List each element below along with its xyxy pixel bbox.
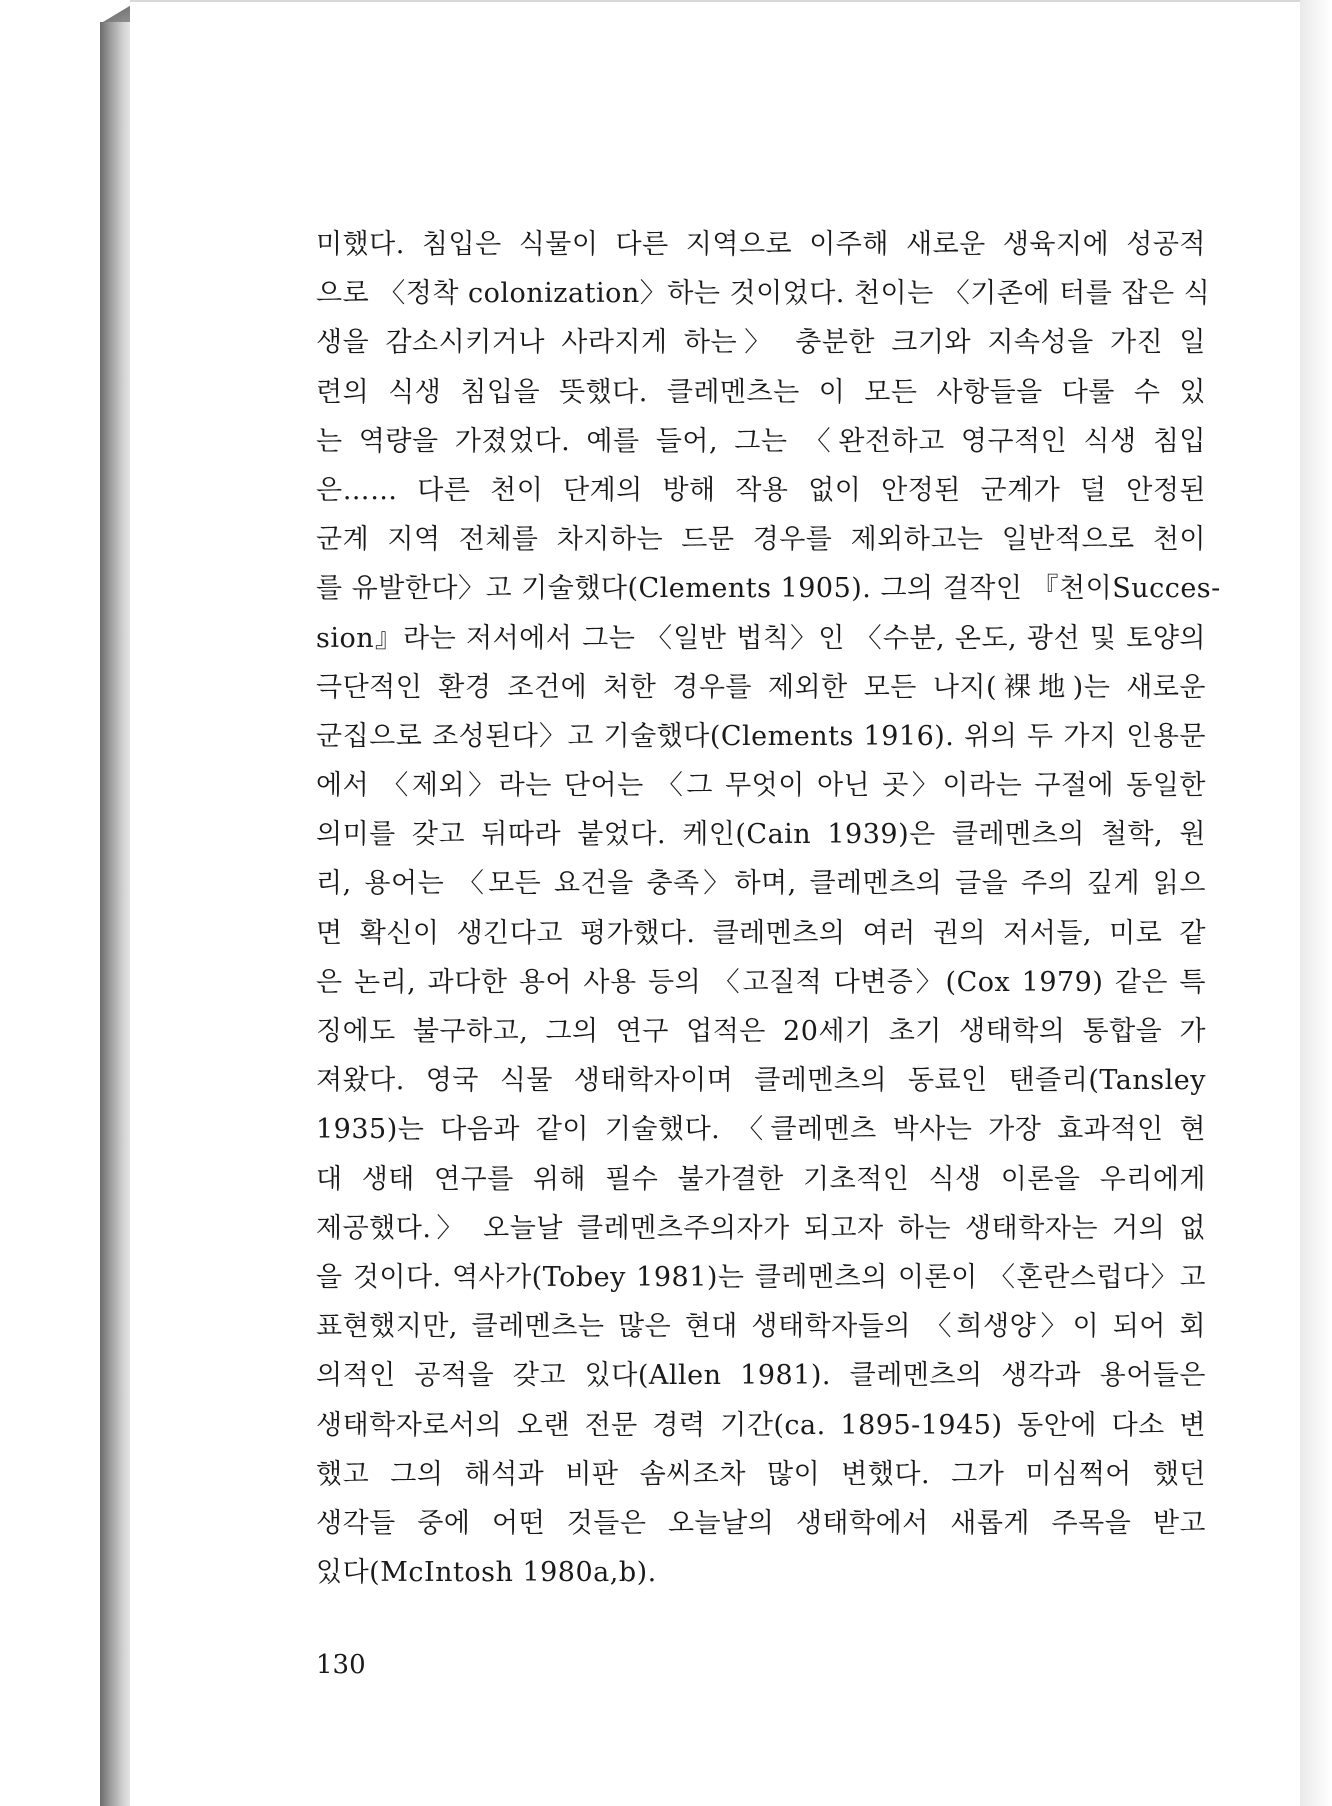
text-line: 의적인 공적을 갖고 있다(Allen 1981). 클레멘츠의 생각과 용어들은 <box>316 1360 1206 1392</box>
text-line: 져왔다. 영국 식물 생태학자이며 클레멘츠의 동료인 탠즐리(Tansley <box>316 1065 1206 1097</box>
text-line: 제공했다.〉 오늘날 클레멘츠주의자가 되고자 하는 생태학자는 거의 없 <box>316 1212 1206 1244</box>
text-line: 생각들 중에 어떤 것들은 오늘날의 생태학에서 새롭게 주목을 받고 <box>316 1507 1206 1539</box>
text-line: 리, 용어는 〈모든 요건을 충족〉하며, 클레멘츠의 글을 주의 깊게 읽으 <box>316 868 1206 900</box>
book-spine-edge <box>100 22 130 1806</box>
text-line: 했고 그의 해석과 비판 솜씨조차 많이 변했다. 그가 미심쩍어 했던 <box>316 1458 1206 1490</box>
text-line: 군계 지역 전체를 차지하는 드문 경우를 제외하고는 일반적으로 천이 <box>316 524 1206 556</box>
page-right-shadow <box>1300 0 1332 1806</box>
text-line: sion』라는 저서에서 그는 〈일반 법칙〉인 〈수분, 온도, 광선 및 토양의 <box>316 622 1206 654</box>
text-line: 생을 감소시키거나 사라지게 하는〉 충분한 크기와 지속성을 가진 일 <box>316 327 1206 359</box>
text-line: 은 논리, 과다한 용어 사용 등의 〈고질적 다변증〉(Cox 1979) 같은 특 <box>316 966 1206 998</box>
page-top-border <box>130 0 1300 2</box>
text-line: 있다(McIntosh 1980a,b). <box>316 1557 657 1589</box>
text-line: 면 확신이 생긴다고 평가했다. 클레멘츠의 여러 권의 저서들, 미로 같 <box>316 917 1206 949</box>
text-line: 표현했지만, 클레멘츠는 많은 현대 생태학자들의 〈희생양〉이 되어 회 <box>316 1311 1206 1343</box>
text-line: 군집으로 조성된다〉고 기술했다(Clements 1916). 위의 두 가지 인용문 <box>316 720 1206 752</box>
text-line: 를 유발한다〉고 기술했다(Clements 1905). 그의 걸작인 『천이Succes- <box>316 573 1221 605</box>
text-line: 1935)는 다음과 같이 기술했다. 〈클레멘츠 박사는 가장 효과적인 현 <box>316 1114 1206 1146</box>
text-line: 생태학자로서의 오랜 전문 경력 기간(ca. 1895-1945) 동안에 다소 변 <box>316 1409 1206 1441</box>
text-line: 미했다. 침입은 식물이 다른 지역으로 이주해 새로운 생육지에 성공적 <box>316 229 1206 260</box>
text-line: 징에도 불구하고, 그의 연구 업적은 20세기 초기 생태학의 통합을 가 <box>316 1016 1207 1047</box>
text-line: 은…… 다른 천이 단계의 방해 작용 없이 안정된 군계가 덜 안정된 <box>316 474 1206 506</box>
body-text <box>316 220 1221 1597</box>
text-line: 의미를 갖고 뒤따라 붙었다. 케인(Cain 1939)은 클레멘츠의 철학, 원 <box>316 819 1206 851</box>
text-line: 대 생태 연구를 위해 필수 불가결한 기초적인 식생 이론을 우리에게 <box>316 1163 1206 1195</box>
text-line: 는 역량을 가졌었다. 예를 들어, 그는 〈완전하고 영구적인 식생 침입 <box>316 425 1206 457</box>
text-line: 련의 식생 침입을 뜻했다. 클레멘츠는 이 모든 사항들을 다룰 수 있 <box>316 376 1206 408</box>
text-line: 극단적인 환경 조건에 처한 경우를 제외한 모든 나지(裸地)는 새로운 <box>316 671 1206 703</box>
text-line: 을 것이다. 역사가(Tobey 1981)는 클레멘츠의 이론이 〈혼란스럽다〉고 <box>316 1261 1206 1293</box>
page-number: 130 <box>316 1650 366 1680</box>
text-line: 으로 〈정착 colonization〉하는 것이었다. 천이는 〈기존에 터를 잡은 식 <box>316 278 1211 310</box>
text-line: 에서 〈제외〉라는 단어는 〈그 무엇이 아닌 곳〉이라는 구절에 동일한 <box>316 770 1206 802</box>
